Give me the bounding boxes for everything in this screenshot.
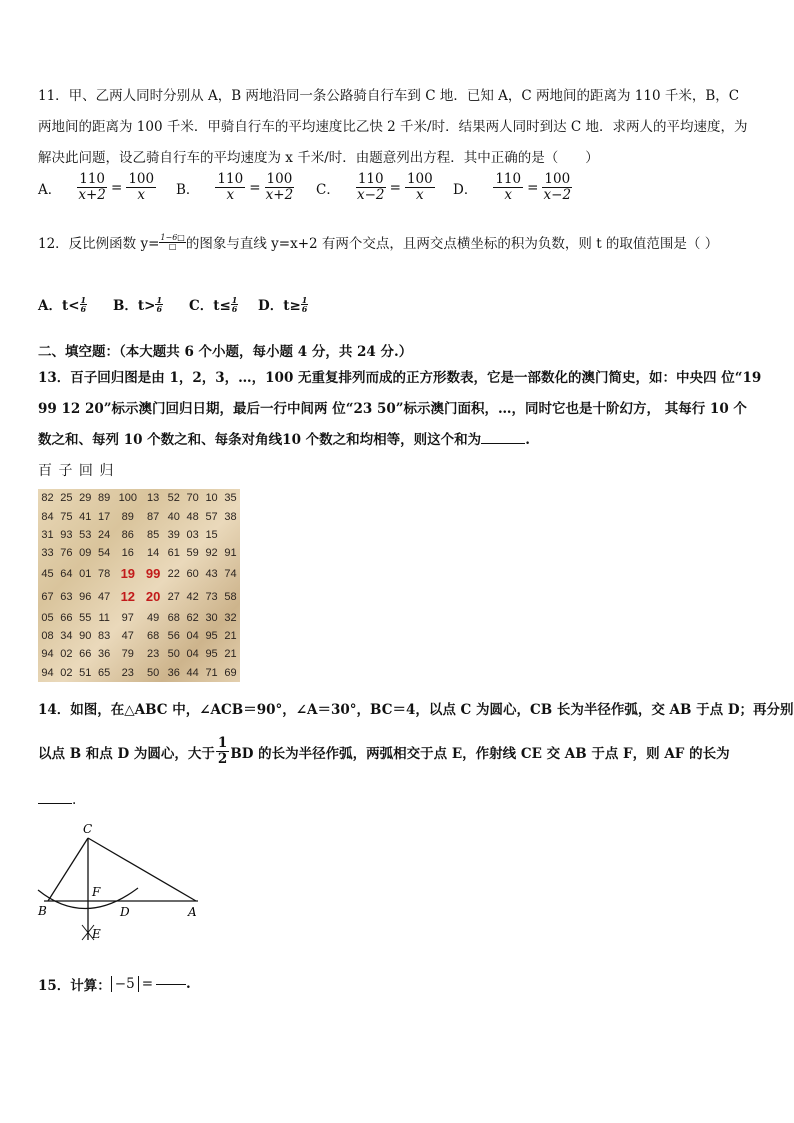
grid-cell: 59 xyxy=(186,547,199,560)
grid-cell: 51 xyxy=(79,666,92,679)
option-label: B． xyxy=(176,181,200,198)
grid-cell: 33 xyxy=(41,547,54,560)
grid-cell: 24 xyxy=(98,528,111,541)
option-label: C． xyxy=(316,181,340,198)
grid-cell: 93 xyxy=(60,528,73,541)
grid-cell: 82 xyxy=(41,492,54,505)
option-fraction xyxy=(301,296,309,313)
grid-cell: 45 xyxy=(41,567,54,580)
q12-option-a xyxy=(38,294,87,314)
grid-row xyxy=(38,645,240,663)
q13-line3-end: . xyxy=(525,432,530,448)
grid-cell: 43 xyxy=(205,567,218,580)
q12-frac-den: □ xyxy=(168,241,177,251)
grid-cell: 36 xyxy=(98,648,111,661)
grid-cell: 66 xyxy=(60,611,73,624)
grid-cell: 68 xyxy=(147,630,160,642)
equals-sign: = xyxy=(389,179,401,196)
option-denominator: 6 xyxy=(80,303,87,314)
grid-cell: 100 xyxy=(118,492,137,505)
q11-option-d xyxy=(453,172,572,203)
grid-cell: 52 xyxy=(167,492,180,505)
grid-cell: 01 xyxy=(79,567,92,580)
label-d: D xyxy=(120,905,130,919)
grid-cell: 62 xyxy=(186,611,199,624)
left-denominator: x xyxy=(504,187,513,203)
grid-row xyxy=(38,526,240,544)
right-numerator: 100 xyxy=(266,171,293,187)
segment-cb xyxy=(48,838,88,901)
grid-cell: 96 xyxy=(79,590,92,603)
grid-cell: 23 xyxy=(147,648,160,661)
right-denominator: x xyxy=(416,187,424,203)
grid-cell: 22 xyxy=(167,567,180,580)
right-denominator: x−2 xyxy=(543,187,572,203)
grid-cell: 54 xyxy=(98,547,111,560)
q13-line1: 13．百子回归图是由 1，2，3，…，100 无重复排列而成的正方形数表，它是一部数化的澳门简史，如：中央四 位“19 xyxy=(38,370,762,386)
grid-cell: 21 xyxy=(224,630,237,642)
q13-line3 xyxy=(38,428,530,448)
grid-cell: 71 xyxy=(205,666,218,679)
q14-line2-post: BD 的长为半径作弧，两弧相交于点 E，作射线 CE 交 AB 于点 F，则 AF 的长为 xyxy=(230,745,730,762)
left-numerator: 110 xyxy=(495,171,522,187)
grid-cell: 85 xyxy=(147,528,160,541)
grid-cell: 94 xyxy=(41,666,54,679)
grid-cell: 19 xyxy=(120,566,136,582)
equals-sign: = xyxy=(249,179,261,196)
grid-cell: 67 xyxy=(41,590,54,603)
left-denominator: x+2 xyxy=(78,187,106,203)
grid-cell: 12 xyxy=(120,589,136,605)
left-fraction xyxy=(356,172,386,203)
right-denominator: x xyxy=(137,187,146,203)
grid-cell: 97 xyxy=(121,611,134,624)
q12-option-b xyxy=(113,294,163,314)
grid-cell: 04 xyxy=(186,648,199,661)
grid-cell: 86 xyxy=(121,528,134,541)
left-fraction xyxy=(493,172,523,203)
grid-cell: 50 xyxy=(167,648,180,661)
grid-cell: 58 xyxy=(224,590,237,603)
label-c: C xyxy=(83,822,93,836)
left-fraction xyxy=(215,172,245,203)
option-label: B．t> xyxy=(113,298,156,314)
label-e: E xyxy=(92,927,101,941)
grid-cell: 32 xyxy=(224,611,237,624)
q11-line2: 两地间的距离为 100 千米．甲骑自行车的平均速度比乙快 2 千米/时．结果两人同时到达 C 地．求两人的平均速度，为 xyxy=(38,119,748,135)
option-denominator: 6 xyxy=(231,303,238,314)
grid-row xyxy=(38,664,240,682)
q14-line3 xyxy=(38,792,76,808)
grid-cell: 17 xyxy=(98,510,111,523)
right-fraction xyxy=(405,172,435,203)
grid-cell: 57 xyxy=(205,510,218,523)
q14-line2 xyxy=(38,736,730,767)
grid-cell: 25 xyxy=(60,492,73,505)
equals-sign: = xyxy=(527,179,539,196)
q15-equals: = xyxy=(141,976,154,992)
option-fraction xyxy=(80,296,88,313)
option-label: A． xyxy=(38,181,62,198)
left-denominator: x xyxy=(226,187,235,203)
grid-cell: 42 xyxy=(186,590,199,603)
q12-stem-post: 的图象与直线 y=x+2 有两个交点，且两交点横坐标的积为负数，则 t 的取值范围是（ ） xyxy=(185,236,719,252)
grid-cell: 04 xyxy=(186,630,199,642)
grid-cell: 44 xyxy=(186,666,199,679)
grid-cell: 11 xyxy=(98,611,110,624)
grid-cell: 65 xyxy=(98,666,111,679)
grid-row xyxy=(38,507,240,525)
grid-cell: 95 xyxy=(205,648,218,661)
option-fraction xyxy=(155,296,163,313)
option-label: D． xyxy=(453,181,478,198)
grid-cell: 68 xyxy=(167,611,180,624)
option-denominator: 6 xyxy=(301,303,308,314)
grid-cell: 63 xyxy=(60,590,73,603)
grid-cell: 90 xyxy=(79,630,92,642)
grid-cell: 02 xyxy=(60,648,73,661)
left-numerator: 110 xyxy=(79,171,106,187)
q12-option-c xyxy=(189,294,238,314)
q14-line1: 14．如图，在△ABC 中，∠ACB＝90°，∠A＝30°，BC＝4，以点 C 为圆心，CB 长为半径作弧，交 AB 于点 D；再分别 xyxy=(38,702,794,718)
right-fraction xyxy=(126,172,156,203)
grid-cell: 47 xyxy=(121,630,134,642)
grid-cell: 15 xyxy=(205,528,218,541)
grid-cell: 09 xyxy=(79,547,92,560)
grid-cell: 41 xyxy=(79,510,92,523)
q12-function-fraction xyxy=(159,234,185,251)
grid-cell: 48 xyxy=(186,510,199,523)
grid-cell: 36 xyxy=(167,666,180,679)
q11-option-b xyxy=(176,172,294,203)
grid-cell: 49 xyxy=(147,611,160,624)
grid-title: 百 子 回 归 xyxy=(38,463,115,479)
grid-cell: 27 xyxy=(167,590,180,603)
q11-line3: 解决此问题，设乙骑自行车的平均速度为 x 千米/时．由题意列出方程．其中正确的是（ ） xyxy=(38,150,599,166)
grid-cell: 75 xyxy=(60,510,73,523)
grid-row xyxy=(38,489,240,507)
q14-frac-den: 2 xyxy=(217,751,228,767)
grid-cell: 13 xyxy=(147,492,160,505)
grid-cell: 87 xyxy=(147,510,160,523)
q12-option-d xyxy=(258,294,308,314)
grid-cell: 76 xyxy=(60,547,73,560)
q11-option-a xyxy=(38,172,156,203)
grid-cell: 84 xyxy=(41,510,54,523)
grid-cell: 05 xyxy=(41,611,54,624)
right-numerator: 100 xyxy=(544,171,571,187)
option-numerator: 1 xyxy=(231,294,238,305)
magic-square-table xyxy=(38,489,240,682)
grid-cell: 94 xyxy=(41,648,54,661)
grid-row xyxy=(38,585,240,608)
grid-cell: 23 xyxy=(121,666,134,679)
grid-cell: 89 xyxy=(121,510,134,523)
q13-line3-text: 数之和、每列 10 个数之和、每条对角线10 个数之和均相等，则这个和为 xyxy=(38,432,482,448)
section-fill-in-title: 二、填空题：（本大题共 6 个小题，每小题 4 分，共 24 分.） xyxy=(38,344,413,360)
option-label: D．t≥ xyxy=(258,298,301,314)
grid-cell: 69 xyxy=(224,666,237,679)
q14-half-fraction xyxy=(216,736,229,767)
q11-line1: 11．甲、乙两人同时分别从 A，B 两地沿同一条公路骑自行车到 C 地．已知 A，C 两地间的距离为 110 千米，B，C xyxy=(38,88,740,104)
grid-cell: 60 xyxy=(186,567,199,580)
q15-end: . xyxy=(186,976,191,992)
grid-cell: 61 xyxy=(167,547,180,560)
left-denominator: x−2 xyxy=(356,187,385,203)
label-a: A xyxy=(188,905,197,919)
q15-pre: 15．计算： xyxy=(38,978,111,994)
option-numerator: 1 xyxy=(156,294,163,305)
option-fraction xyxy=(231,296,239,313)
grid-cell: 03 xyxy=(186,528,199,541)
grid-cell: 83 xyxy=(98,630,111,642)
grid-cell: 56 xyxy=(167,630,180,642)
q12-stem-pre: 12．反比例函数 y= xyxy=(38,236,160,252)
grid-row xyxy=(38,563,240,586)
grid-cell: 79 xyxy=(121,648,134,661)
grid-cell: 29 xyxy=(79,492,92,505)
grid-cell: 30 xyxy=(205,611,218,624)
grid-cell: 38 xyxy=(224,510,237,523)
option-label: A．t< xyxy=(38,298,80,314)
grid-cell: 16 xyxy=(121,547,134,560)
grid-cell: 08 xyxy=(41,630,54,642)
grid-cell: 91 xyxy=(224,547,237,560)
q13-answer-blank xyxy=(481,443,525,444)
grid-cell: 31 xyxy=(41,528,54,541)
grid-cell: 73 xyxy=(205,590,218,603)
q13-line2: 99 12 20”标示澳门回归日期，最后一行中间两 位“23 50”标示澳门面积，…，同时它也是十阶幻方， 其每行 10 个 xyxy=(38,401,747,417)
q14-line3-end: . xyxy=(72,792,77,808)
grid-cell: 10 xyxy=(205,492,218,505)
grid-cell: 14 xyxy=(147,547,160,560)
option-denominator: 6 xyxy=(156,303,163,314)
q15-absolute-value: −5 xyxy=(111,976,139,992)
grid-cell: 95 xyxy=(205,630,218,642)
grid-cell: 66 xyxy=(79,648,92,661)
segment-ca xyxy=(88,838,196,901)
option-numerator: 1 xyxy=(80,294,87,305)
q14-answer-blank xyxy=(38,803,72,804)
grid-row xyxy=(38,608,240,626)
grid-cell: 55 xyxy=(79,611,92,624)
grid-cell: 40 xyxy=(167,510,180,523)
equals-sign: = xyxy=(111,179,123,196)
grid-cell: 35 xyxy=(224,492,237,505)
q15 xyxy=(38,974,191,994)
option-label: C．t≤ xyxy=(189,298,231,314)
grid-cell: 99 xyxy=(145,566,161,582)
q14-line2-pre: 以点 B 和点 D 为圆心，大于 xyxy=(38,745,215,762)
right-denominator: x+2 xyxy=(265,187,294,203)
grid-cell: 21 xyxy=(224,648,237,661)
label-b: B xyxy=(38,904,47,918)
right-numerator: 100 xyxy=(128,171,155,187)
right-fraction xyxy=(542,172,572,203)
option-numerator: 1 xyxy=(301,294,308,305)
left-numerator: 110 xyxy=(217,171,244,187)
right-fraction xyxy=(265,172,295,203)
grid-row xyxy=(38,627,240,645)
grid-cell: 78 xyxy=(98,567,111,580)
q11-option-c xyxy=(316,172,435,203)
grid-cell: 47 xyxy=(98,590,111,603)
q15-answer-blank xyxy=(156,984,186,985)
q12-frac-num: 1−6□ xyxy=(160,232,185,242)
grid-row xyxy=(38,544,240,562)
grid-cell: 70 xyxy=(186,492,199,505)
grid-cell: 74 xyxy=(224,567,237,580)
label-f: F xyxy=(92,885,101,899)
grid-cell: 92 xyxy=(205,547,218,560)
grid-cell: 53 xyxy=(79,528,92,541)
grid-cell: 64 xyxy=(60,567,73,580)
right-numerator: 100 xyxy=(406,171,433,187)
triangle-figure xyxy=(30,820,210,950)
grid-cell: 20 xyxy=(145,589,161,605)
grid-cell: 89 xyxy=(98,492,111,505)
grid-cell: 50 xyxy=(147,666,160,679)
left-fraction xyxy=(77,172,107,203)
grid-cell: 02 xyxy=(60,666,73,679)
left-numerator: 110 xyxy=(357,171,384,187)
hundred-square-image xyxy=(38,489,240,682)
grid-cell: 34 xyxy=(60,630,73,642)
q14-frac-num: 1 xyxy=(217,735,228,751)
q12-stem xyxy=(38,232,718,252)
grid-cell: 39 xyxy=(167,528,180,541)
